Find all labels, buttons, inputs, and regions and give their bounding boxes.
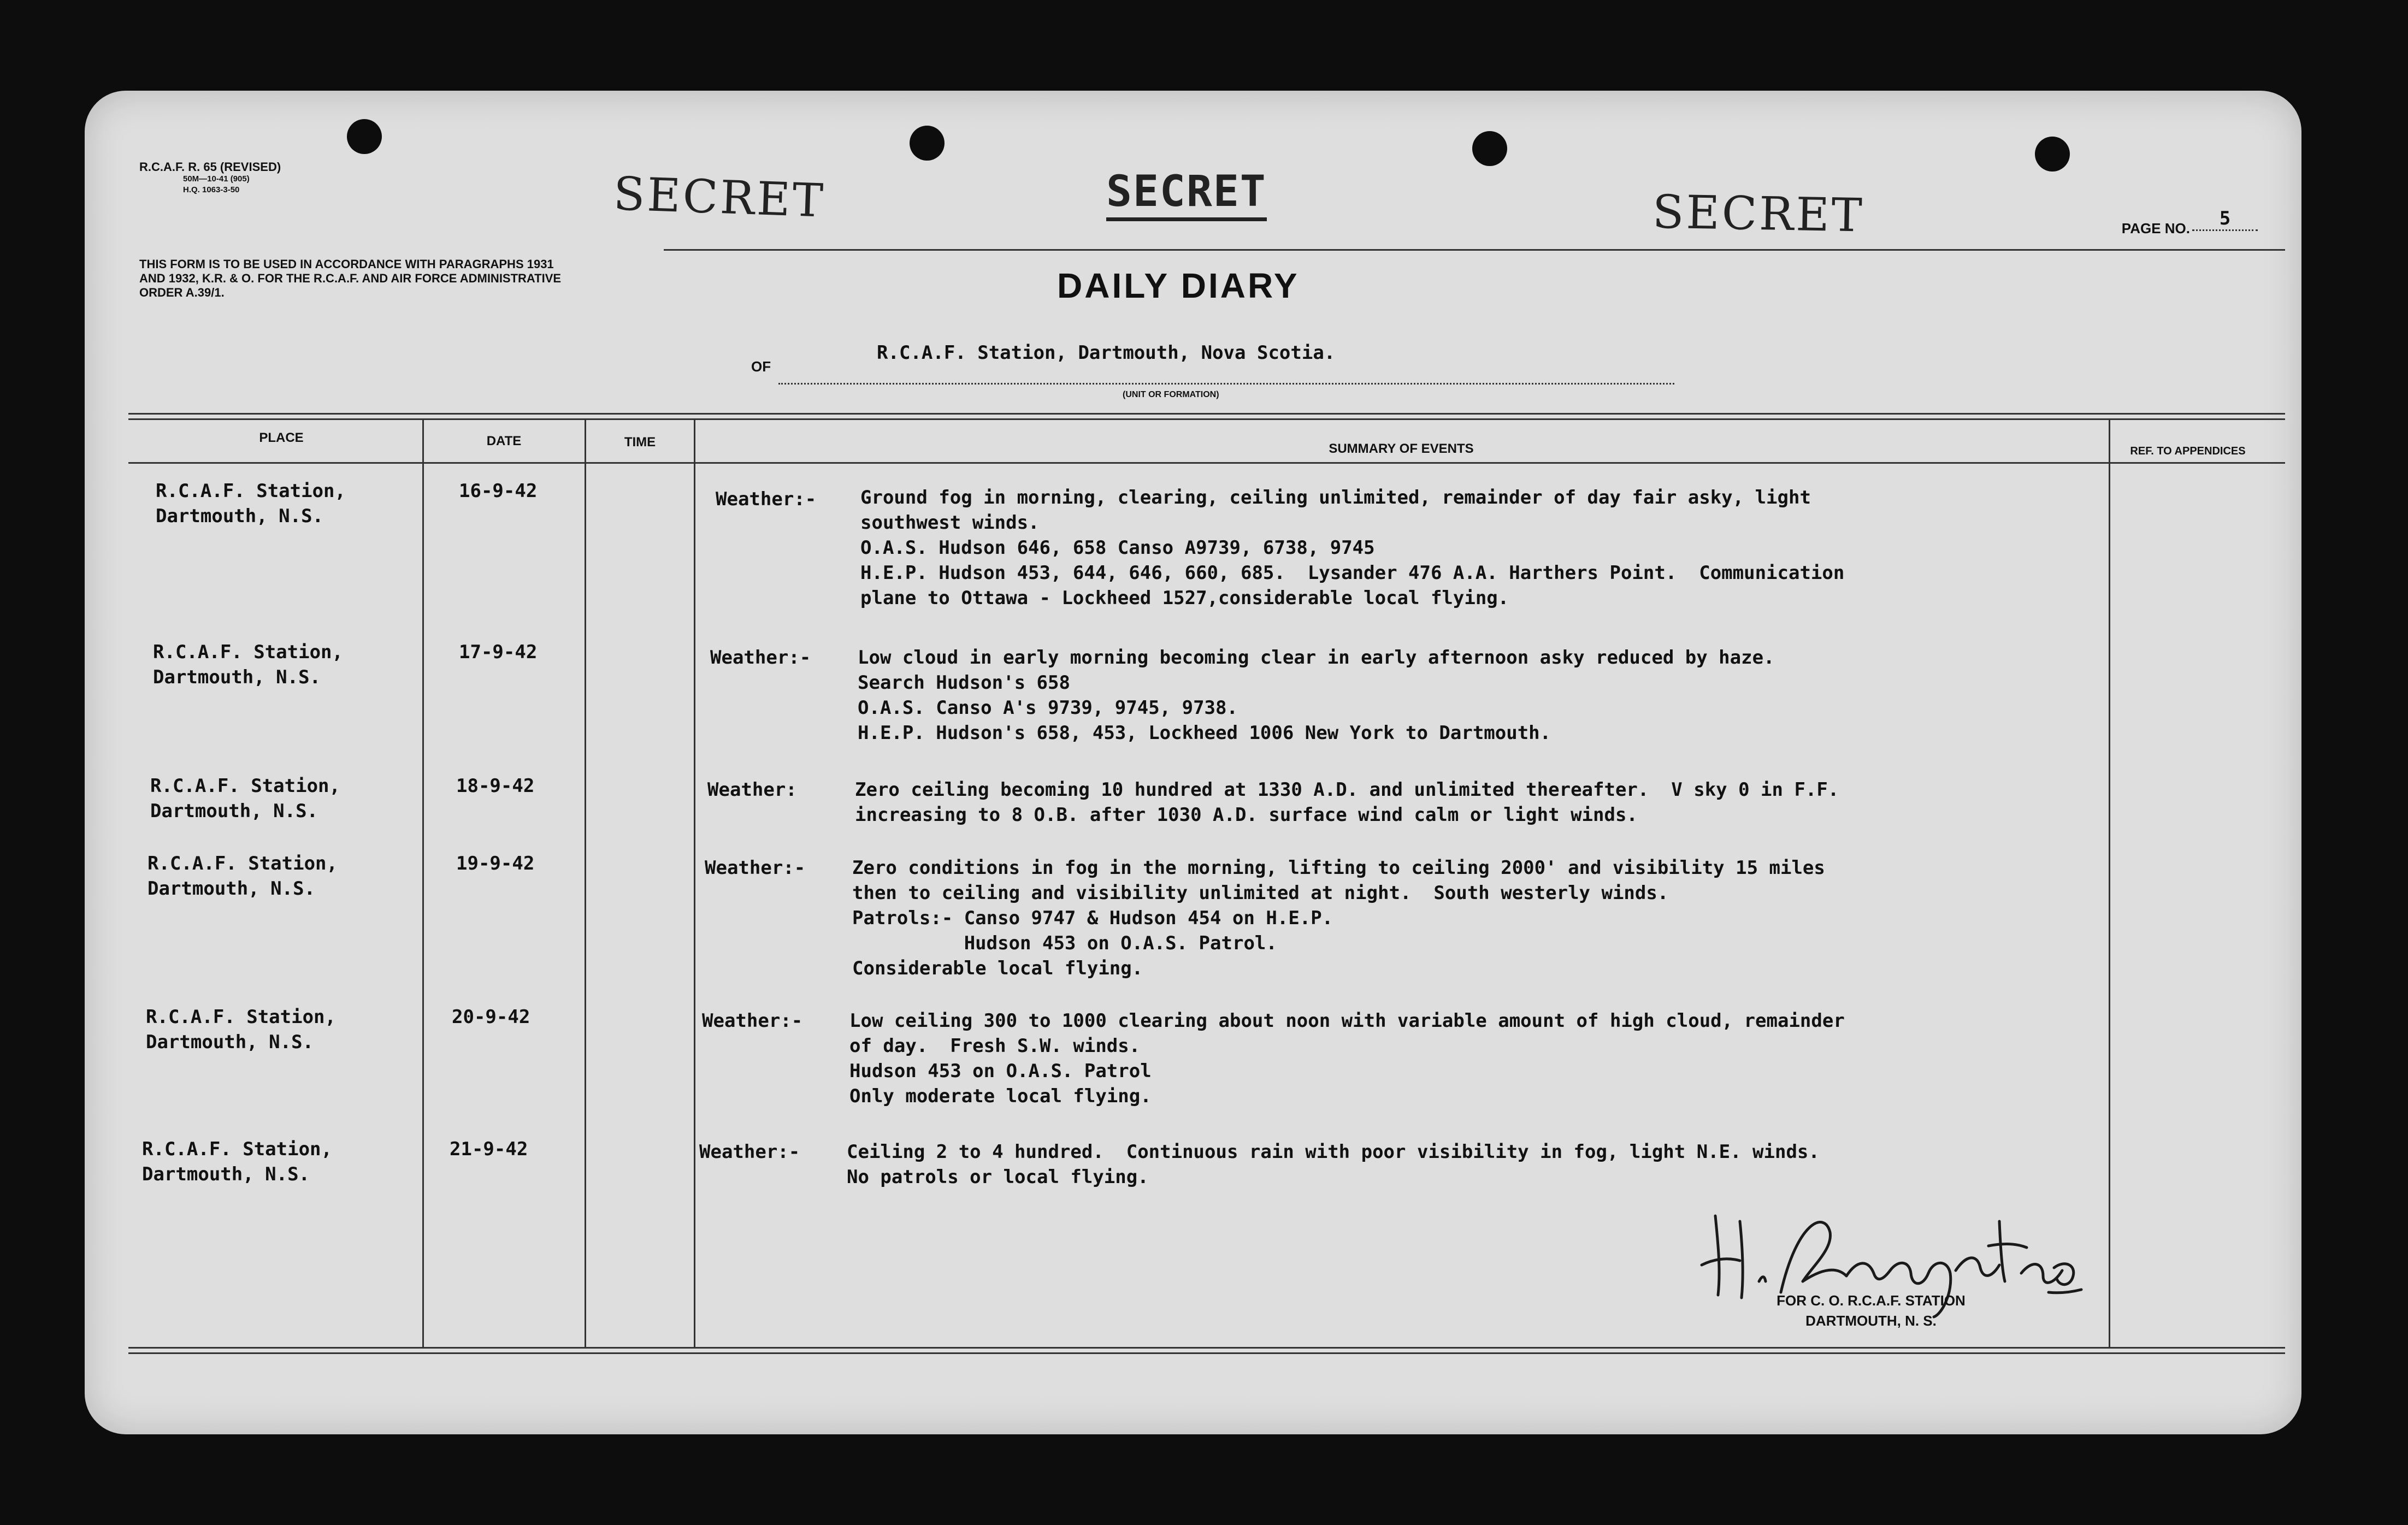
- binder-hole: [347, 119, 382, 154]
- entry-place: R.C.A.F. Station, Dartmouth, N.S.: [153, 641, 343, 688]
- table-bottom-rule: [128, 1352, 2285, 1354]
- page-number-field: [2121, 208, 2258, 240]
- column-header-time: TIME: [624, 435, 656, 450]
- secret-stamp-right: SECRET: [1652, 185, 1865, 243]
- unit-name: R.C.A.F. Station, Dartmouth, Nova Scotia.: [877, 342, 1336, 364]
- signature-line: FOR C. O. R.C.A.F. STATION: [1777, 1292, 1966, 1309]
- entry-weather-label: Weather:: [707, 779, 797, 801]
- entry-summary: Ceiling 2 to 4 hundred. Continuous rain with poor visibility in fog, light N.E. winds. No patrols or local flying.: [847, 1141, 1820, 1188]
- entry-summary: Zero conditions in fog in the morning, lifting to ceiling 2000' and visibility 15 miles then to ceiling and visibility unlimited at night. South westerly winds. Patrols:- Canso 9747 & Hudson 454 on H.E.P. Hudson 453 on O.A.S. Patrol. Considerable local flying.: [852, 857, 1825, 979]
- column-header-ref: REF. TO APPENDICES: [2130, 445, 2246, 457]
- table-top-rule: [128, 413, 2285, 415]
- entry-place: R.C.A.F. Station, Dartmouth, N.S.: [150, 775, 340, 822]
- table-bottom-rule: [128, 1347, 2285, 1349]
- entry-weather-label: Weather:-: [705, 857, 806, 879]
- column-divider: [585, 418, 586, 1347]
- binder-hole: [2035, 137, 2070, 172]
- entry-date: 16-9-42: [459, 480, 538, 502]
- page-number-value: 5: [2192, 208, 2258, 231]
- entry-date: 20-9-42: [452, 1006, 530, 1028]
- entry-place: R.C.A.F. Station, Dartmouth, N.S.: [142, 1138, 332, 1185]
- of-label: OF: [751, 358, 771, 375]
- secret-stamp-center: SECRET: [1106, 167, 1267, 221]
- binder-hole: [910, 126, 945, 161]
- entry-summary: Ground fog in morning, clearing, ceiling unlimited, remainder of day fair asky, light southwest winds. O.A.S. Hudson 646, 658 Canso A9739, 6738, 9745 H.E.P. Hudson 453, 644, 646, 660, 685. Lysander 476 A.A. Harthers Point. Communication plane to Ottawa - Lockheed 1527,considerable local flying.: [860, 487, 1845, 609]
- entry-weather-label: Weather:-: [699, 1141, 800, 1163]
- entry-weather-label: Weather:-: [710, 647, 811, 669]
- column-header-date: DATE: [486, 434, 522, 448]
- entry-place: R.C.A.F. Station, Dartmouth, N.S.: [146, 1006, 336, 1053]
- header-rule: [128, 462, 2285, 464]
- column-header-place: PLACE: [259, 430, 304, 445]
- diary-form-card: [85, 91, 2301, 1434]
- signature-block: [1680, 1292, 2062, 1329]
- entry-place: R.C.A.F. Station, Dartmouth, N.S.: [147, 853, 338, 900]
- signature-line: DARTMOUTH, N. S.: [1805, 1313, 1937, 1329]
- unit-caption: (UNIT OR FORMATION): [1123, 390, 1219, 399]
- entry-weather-label: Weather:-: [716, 488, 817, 510]
- entry-date: 18-9-42: [456, 775, 535, 797]
- page-title: DAILY DIARY: [1057, 266, 1300, 305]
- form-reference-line: R.C.A.F. R. 65 (REVISED): [139, 160, 281, 174]
- entry-place: R.C.A.F. Station, Dartmouth, N.S.: [156, 480, 346, 527]
- secret-stamp-left: SECRET: [612, 167, 827, 228]
- entry-date: 19-9-42: [456, 853, 535, 874]
- column-header-summary: SUMMARY OF EVENTS: [1329, 441, 1474, 456]
- entry-weather-label: Weather:-: [702, 1010, 803, 1032]
- column-divider: [694, 418, 695, 1347]
- column-divider: [2109, 418, 2110, 1347]
- page-number-label: PAGE NO.: [2121, 220, 2190, 237]
- binder-hole: [1472, 131, 1507, 166]
- column-divider: [422, 418, 424, 1347]
- form-reference-line: H.Q. 1063-3-50: [183, 185, 240, 194]
- entry-date: 17-9-42: [459, 641, 538, 663]
- entry-summary: Zero ceiling becoming 10 hundred at 1330 A.D. and unlimited thereafter. V sky 0 in F.F. increasing to 8 O.B. after 1030 A.D. surface wind calm or light winds.: [855, 779, 1839, 826]
- form-instructions: THIS FORM IS TO BE USED IN ACCORDANCE WITH PARAGRAPHS 1931 AND 1932, K.R. & O. FOR THE R.C.A.F. AND AIR FORCE ADMINISTRATIVE ORDER A.39/1.: [139, 257, 562, 299]
- unit-line: [778, 383, 1674, 385]
- form-reference: [139, 161, 281, 196]
- form-reference-line: 50M—10-41 (905): [183, 174, 250, 184]
- table-top-rule: [128, 418, 2285, 420]
- entry-summary: Low cloud in early morning becoming clear in early afternoon asky reduced by haze. Search Hudson's 658 O.A.S. Canso A's 9739, 9745, 9738. H.E.P. Hudson's 658, 453, Lockheed 1006 New York to Dartmouth.: [858, 647, 1775, 744]
- top-rule: [664, 249, 2285, 251]
- entry-date: 21-9-42: [450, 1138, 528, 1160]
- entry-summary: Low ceiling 300 to 1000 clearing about noon with variable amount of high cloud, remainder of day. Fresh S.W. winds. Hudson 453 on O.A.S. Patrol Only moderate local flying.: [849, 1010, 1845, 1107]
